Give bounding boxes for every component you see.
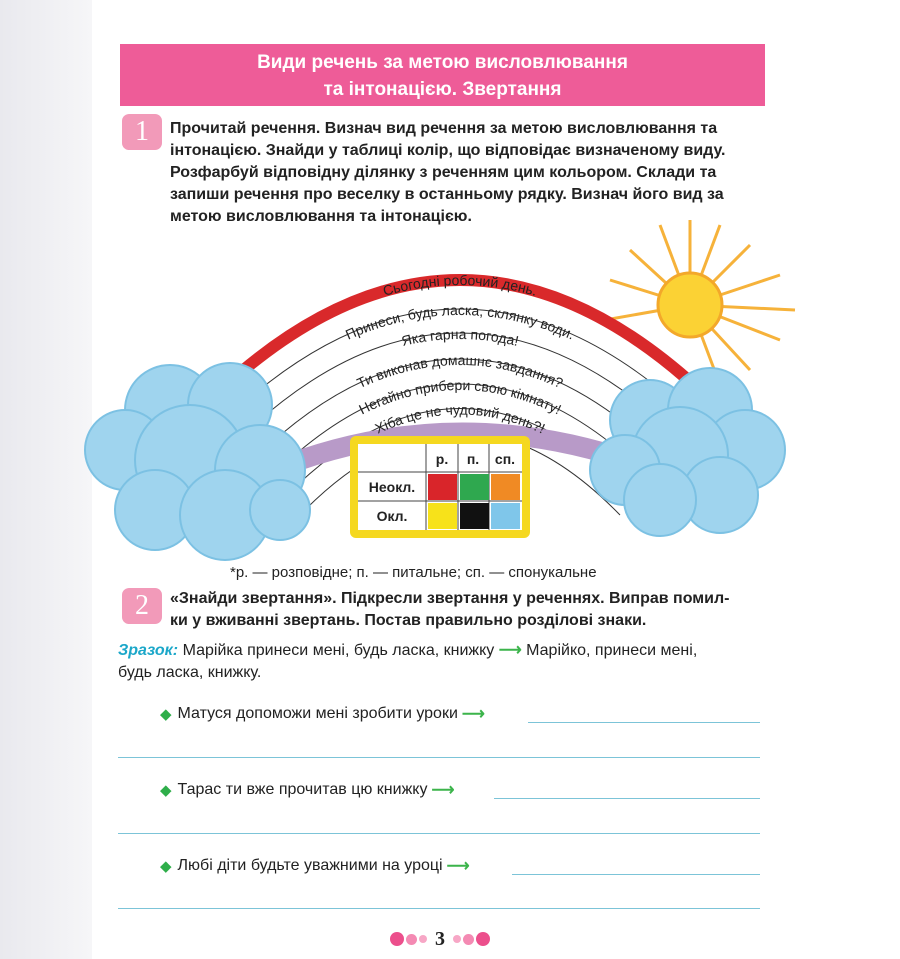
rainbow-sentence: Хіба це не чудовий день?!: [372, 401, 548, 437]
decor-dot-icon: [419, 935, 427, 943]
color-key-table: [350, 436, 530, 538]
task-2-line: ки у вживанні звертань. Постав правильно розділові знаки.: [170, 612, 647, 629]
decor-dot-icon: [476, 932, 490, 946]
page-footer: [380, 927, 500, 951]
exercise-sentence: Любі діти будьте уважними на уроці: [177, 857, 443, 874]
arrow-icon: ⟶: [461, 706, 485, 723]
color-swatch: [491, 503, 520, 529]
rainbow-sentence: Принеси, будь ласка, склянку води.: [342, 301, 578, 343]
task-2-instructions: [170, 588, 770, 632]
table-row-label: Неокл.: [368, 479, 416, 495]
decor-dot-icon: [453, 935, 461, 943]
exercise-sentence: Матуся допоможи мені зробити уроки: [177, 705, 458, 722]
color-swatch: [428, 474, 457, 500]
task-2-number: 2: [122, 588, 162, 624]
task-1-line: Розфарбуй відповідну ділянку з реченням цим кольором. Склади та: [170, 164, 717, 181]
page-gutter: [0, 0, 92, 959]
decor-dot-icon: [406, 934, 417, 945]
task-1-number: 1: [122, 114, 162, 150]
decor-dot-icon: [463, 934, 474, 945]
arrow-icon: ⟶: [431, 782, 455, 799]
arrow-icon: ⟶: [446, 858, 470, 875]
rainbow-sentence: Ти виконав домашнє завдання?: [354, 351, 566, 392]
arrow-icon: ⟶: [498, 642, 522, 659]
answer-line[interactable]: [512, 874, 760, 875]
answer-line[interactable]: [528, 722, 760, 723]
rainbow-illustration: [80, 210, 810, 580]
title-line-1: Види речень за метою висловлювання: [257, 52, 628, 73]
sample-corrected-cont: будь ласка, книжку.: [118, 664, 262, 681]
exercise-item: [160, 704, 485, 724]
sample-original: Марійка принеси мені, будь ласка, книжку: [182, 642, 495, 659]
title-line-2: та інтонацією. Звертання: [323, 79, 562, 100]
exercise-item: [160, 856, 470, 876]
page-number: 3: [435, 927, 445, 950]
diamond-bullet-icon: ◆: [160, 782, 172, 799]
decor-dot-icon: [390, 932, 404, 946]
right-cloud: [590, 368, 785, 536]
task-1-line: метою висловлювання та інтонацією.: [170, 208, 472, 225]
page-title: [120, 44, 765, 106]
rainbow-sentence: Негайно прибери свою кімнату!: [356, 376, 564, 418]
sample-corrected: Марійко, принеси мені,: [526, 642, 698, 659]
answer-line[interactable]: [494, 798, 760, 799]
rainbow-sentence: Яка гарна погода!: [399, 325, 521, 349]
exercise-sentence: Тарас ти вже прочитав цю книжку: [177, 781, 428, 798]
sample-example: [118, 640, 778, 684]
diamond-bullet-icon: ◆: [160, 858, 172, 875]
task-1-line: запиши речення про веселку в останньому рядку. Визнач його вид за: [170, 186, 724, 203]
answer-line[interactable]: [118, 908, 760, 909]
table-col-header: п.: [466, 451, 480, 467]
diamond-bullet-icon: ◆: [160, 706, 172, 723]
table-row-label: Окл.: [376, 508, 408, 524]
answer-line[interactable]: [118, 833, 760, 834]
left-cloud: [85, 363, 310, 560]
table-col-header: сп.: [494, 451, 516, 467]
sample-label: Зразок:: [118, 642, 179, 659]
task-2-line: «Знайди звертання». Підкресли звертання у реченнях. Виправ помил-: [170, 590, 730, 607]
color-swatch: [460, 503, 489, 529]
color-swatch: [460, 474, 489, 500]
color-swatch: [491, 474, 520, 500]
table-col-header: р.: [435, 451, 449, 467]
abbreviation-legend: *р. — розповідне; п. — питальне; сп. — спонукальне: [230, 564, 597, 581]
rainbow-sentence: Сьогодні робочий день.: [381, 271, 540, 299]
task-1-line: Прочитай речення. Визнач вид речення за метою висловлювання та: [170, 120, 718, 137]
color-swatch: [428, 503, 457, 529]
exercise-item: [160, 780, 454, 800]
task-1-line: інтонацією. Знайди у таблиці колір, що відповідає визначеному виду.: [170, 142, 726, 159]
answer-line[interactable]: [118, 757, 760, 758]
